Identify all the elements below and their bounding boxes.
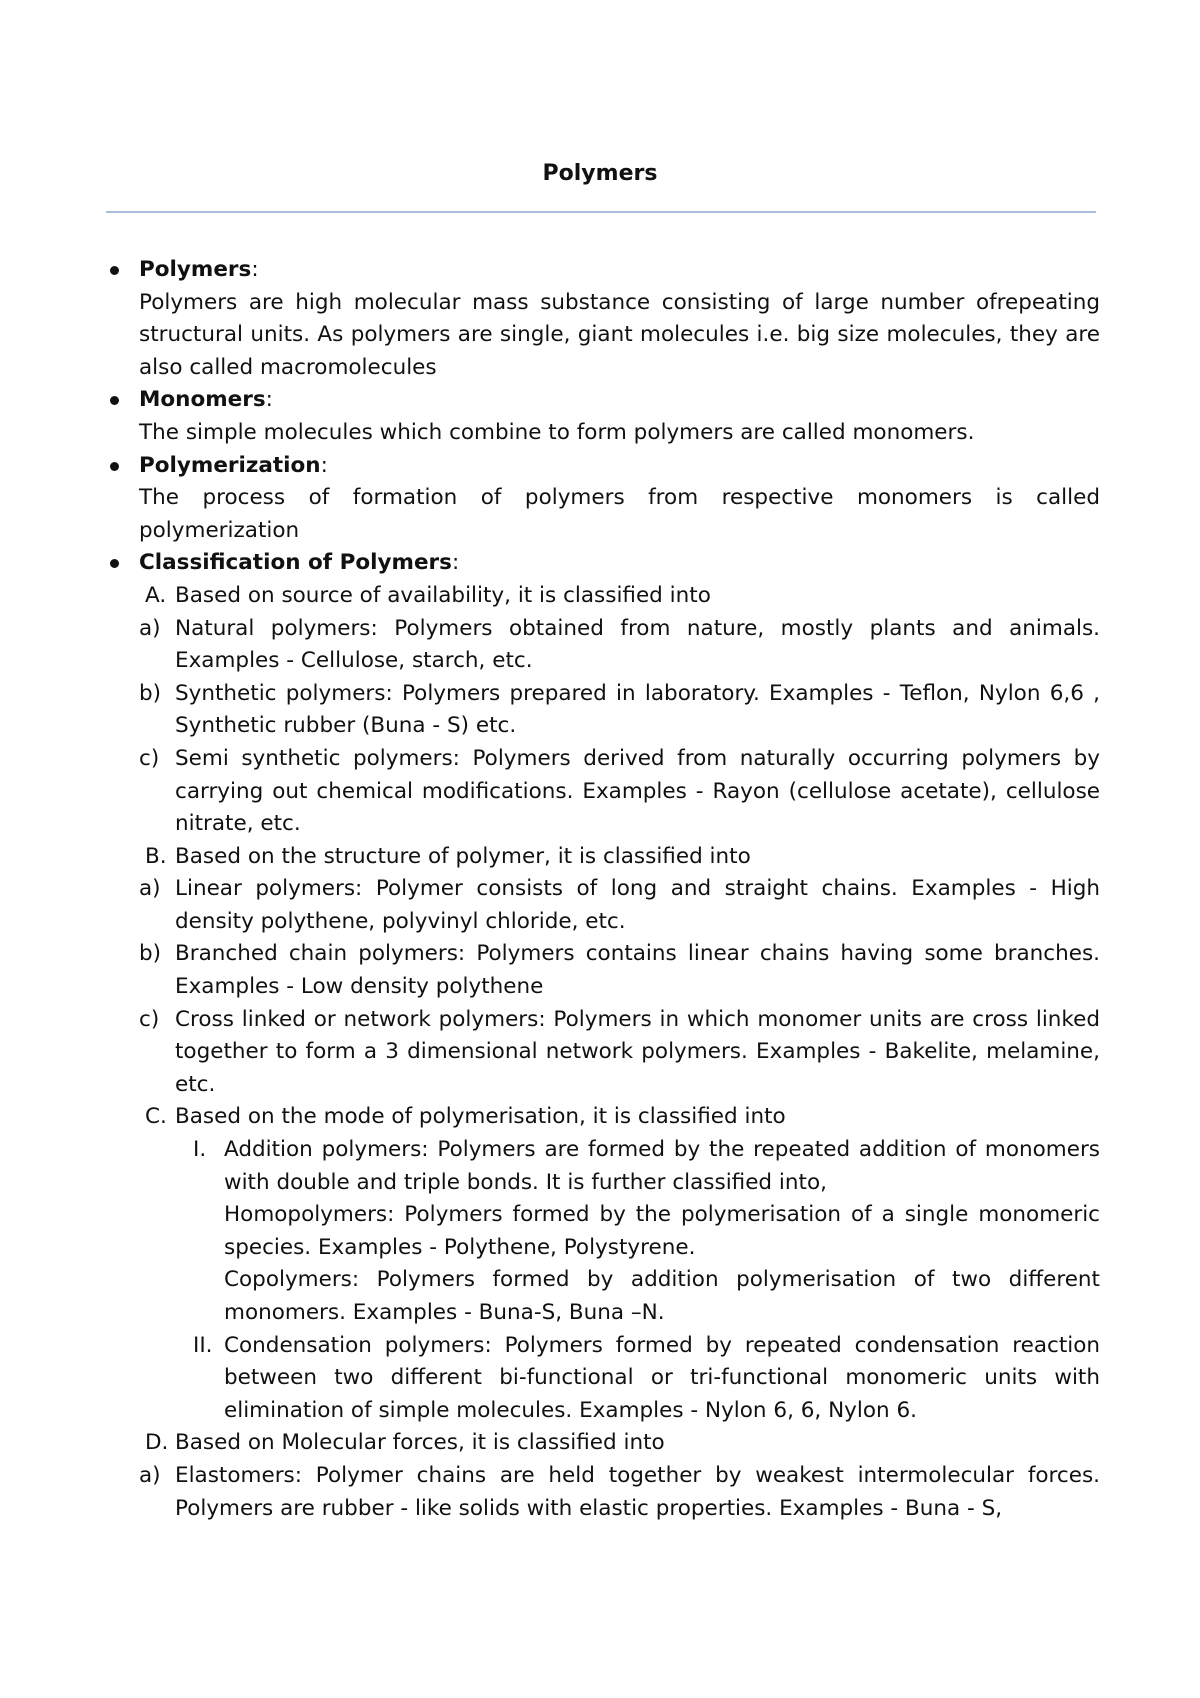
- definition-monomers: The simple molecules which combine to form polymers are called monomers.: [139, 419, 975, 445]
- list-item: [0, 678, 1200, 743]
- bullet-classification: [0, 547, 1200, 580]
- classification-b-text: Based on the structure of polymer, it is classified into: [175, 843, 751, 869]
- list-item: [0, 1004, 1200, 1102]
- classification-c-text: Based on the mode of polymerisation, it is classified into: [175, 1104, 786, 1130]
- bullet-icon: [110, 559, 119, 568]
- list-item-text: Branched chain polymers: Polymers contains linear chains having some branches. Examples - Low density polythene: [175, 941, 1100, 1000]
- bullet-icon: [110, 266, 119, 275]
- classification-a-text: Based on source of availability, it is classified into: [175, 582, 711, 608]
- list-marker: c): [139, 1006, 160, 1032]
- list-item-text: Addition polymers: Polymers are formed by the repeated addition of monomers with double and triple bonds. It is further classified into,: [224, 1137, 1100, 1195]
- bullet-icon: [110, 462, 119, 471]
- list-marker: A.: [145, 582, 167, 608]
- classification-a: [0, 580, 1200, 613]
- heading-colon: :: [251, 257, 259, 282]
- bullet-polymerization: [0, 450, 1200, 483]
- list-marker: a): [139, 615, 161, 641]
- list-item: [0, 938, 1200, 1003]
- list-marker: I.: [193, 1137, 207, 1163]
- homopolymers-text: Homopolymers: Polymers formed by the polymerisation of a single monomeric species. Examples - Polythene, Polystyrene.: [224, 1202, 1100, 1260]
- document-body: [0, 254, 1200, 1525]
- heading-colon: :: [320, 452, 328, 478]
- heading-polymers: Polymers: [139, 257, 252, 282]
- heading-colon: :: [451, 550, 460, 576]
- list-item-text: Synthetic polymers: Polymers prepared in laboratory. Examples - Teflon, Nylon 6,6 , Synthetic rubber (Buna - S) etc.: [175, 680, 1100, 739]
- list-marker: a): [139, 1462, 161, 1488]
- classification-d-text: Based on Molecular forces, it is classified into: [175, 1430, 665, 1456]
- heading-monomers: Monomers: [139, 387, 266, 413]
- list-item-text: Elastomers: Polymer chains are held together by weakest intermolecular forces. Polymers are rubber - like solids with elastic properties. Examples - Buna - S,: [175, 1462, 1100, 1521]
- list-item-text: Natural polymers: Polymers obtained from nature, mostly plants and animals. Examples - Cellulose, starch, etc.: [175, 615, 1100, 674]
- classification-c: [0, 1101, 1200, 1134]
- definition-polymers: Polymers are high molecular mass substance consisting of large number ofrepeating structural units. As polymers are single, giant molecules i.e. big size molecules, they are also called macromolecules: [139, 289, 1100, 380]
- list-marker: a): [139, 876, 161, 902]
- list-marker: C.: [145, 1104, 167, 1130]
- page-title: Polymers: [542, 161, 658, 186]
- list-item-text: Cross linked or network polymers: Polymers in which monomer units are cross linked together to form a 3 dimensional network polymers. Examples - Bakelite, melamine, etc.: [175, 1006, 1100, 1097]
- classification-b: [0, 841, 1200, 874]
- heading-polymerization: Polymerization: [139, 452, 321, 478]
- list-item: [0, 613, 1200, 678]
- bullet-icon: [110, 396, 119, 405]
- list-marker: b): [139, 941, 162, 967]
- list-marker: II.: [193, 1332, 213, 1358]
- list-item: [0, 873, 1200, 938]
- classification-d: [0, 1427, 1200, 1460]
- list-marker: D.: [145, 1430, 169, 1456]
- list-marker: c): [139, 745, 160, 771]
- definition-polymerization: The process of formation of polymers from respective monomers is called polymerization: [139, 485, 1100, 543]
- list-item-text: Linear polymers: Polymer consists of long and straight chains. Examples - High density polythene, polyvinyl chloride, etc.: [175, 876, 1100, 934]
- bullet-monomers: [0, 384, 1200, 417]
- list-item: [0, 1330, 1200, 1428]
- list-item-text: Semi synthetic polymers: Polymers derived from naturally occurring polymers by carrying out chemical modifications. Examples - Rayon (cellulose acetate), cellulose nitrate, etc.: [175, 745, 1100, 837]
- list-item-text: Condensation polymers: Polymers formed by repeated condensation reaction between two different bi-functional or tri-functional monomeric units with elimination of simple molecules. Examples - Nylon 6, 6, Nylon 6.: [224, 1332, 1100, 1423]
- list-item: [0, 1460, 1200, 1525]
- heading-classification: Classification of Polymers: [139, 550, 452, 576]
- list-item: [0, 743, 1200, 841]
- heading-colon: :: [265, 387, 273, 413]
- list-item: [0, 1134, 1200, 1199]
- title-divider: [106, 211, 1096, 213]
- copolymers-text: Copolymers: Polymers formed by addition polymerisation of two different monomers. Examples - Buna-S, Buna –N.: [224, 1267, 1100, 1325]
- list-marker: B.: [145, 843, 167, 869]
- bullet-polymers: [0, 254, 1200, 287]
- list-marker: b): [139, 680, 162, 706]
